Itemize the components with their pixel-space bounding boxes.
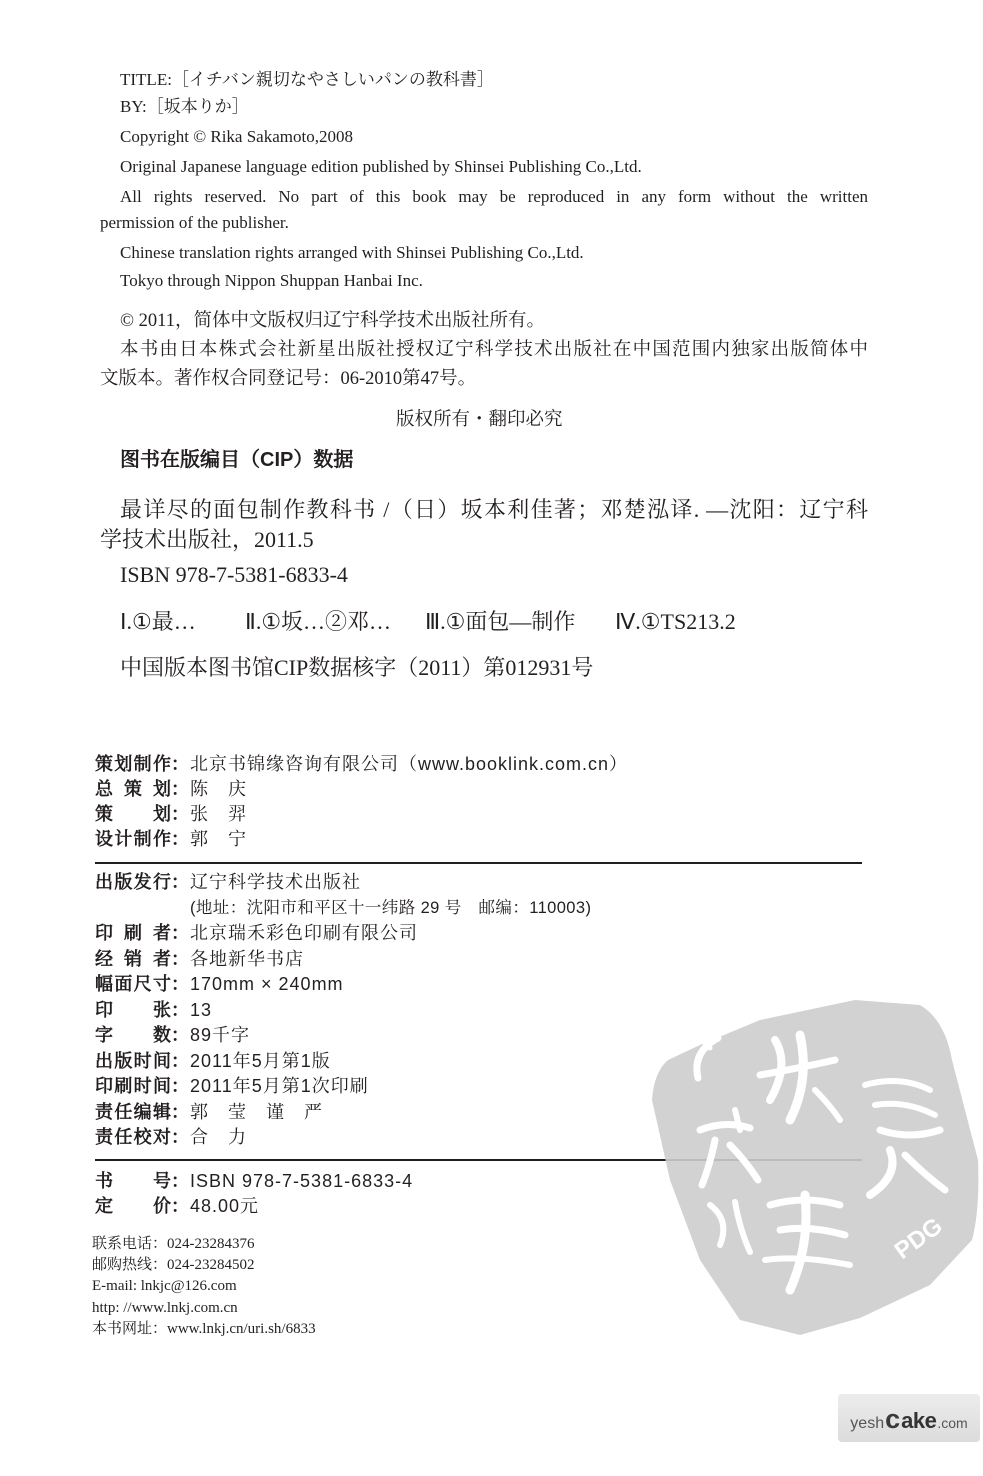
- production-row: [95, 998, 591, 1024]
- label-colon: ：: [171, 872, 189, 892]
- production-value: 2011年5月第1次印刷: [190, 1076, 369, 1096]
- yeshcake-logo: [838, 1394, 980, 1442]
- cn-copyright-line: © 2011，简体中文版权归辽宁科学技术出版社所有。: [120, 311, 545, 331]
- book-webpage: 本书网址：www.lnkj.cn/uri.sh/6833: [92, 1320, 316, 1337]
- classification-item: Ⅳ.①TS213.2: [615, 609, 736, 634]
- production-value: 89千字: [190, 1025, 251, 1045]
- production-value: 2011年5月第1版: [190, 1050, 331, 1071]
- cip-isbn: ISBN 978-7-5381-6833-4: [120, 562, 348, 587]
- contact-email: E-mail: lnkjc@126.com: [92, 1278, 237, 1295]
- production-label: 印 刷 者: [95, 923, 171, 943]
- credit-row: [95, 802, 628, 827]
- credit-label: 策 划: [95, 804, 171, 824]
- label-colon: ：: [171, 948, 189, 969]
- production-label: 责任校对: [95, 1127, 171, 1147]
- production-row: [95, 1049, 591, 1075]
- label-colon: ：: [171, 1171, 189, 1191]
- label-colon: ：: [171, 974, 189, 994]
- credit-value: 张 羿: [190, 804, 247, 824]
- label-colon: ：: [171, 1127, 189, 1147]
- watermark-text: PDG: [889, 1212, 948, 1265]
- planning-credits: [95, 752, 628, 852]
- production-label: 经 销 者: [95, 948, 171, 969]
- logo-mark: c: [885, 1404, 901, 1434]
- price-value: 48.00元: [190, 1196, 260, 1216]
- rights-reserved-continued: permission of the publisher.: [100, 213, 289, 232]
- production-label: 字 数: [95, 1025, 171, 1045]
- production-value: 北京瑞禾彩色印刷有限公司: [190, 923, 418, 943]
- classification-item: Ⅰ.①最…: [120, 609, 196, 634]
- credit-value: 北京书锦缘咨询有限公司（www.booklink.com.cn）: [190, 754, 629, 774]
- credit-value: 郭 宁: [190, 829, 247, 849]
- production-row: [95, 1074, 591, 1100]
- publication-details: [95, 870, 591, 1151]
- title-line: TITLE:［イチバン親切なやさしいパンの教科書］: [120, 70, 494, 89]
- credit-label: 总 策 划: [95, 779, 171, 799]
- credit-value: 陈 庆: [190, 779, 247, 799]
- production-value: 各地新华书店: [190, 948, 304, 969]
- production-row: [95, 972, 591, 998]
- logo-prefix: yesh: [850, 1415, 885, 1432]
- cip-record-line: 最详尽的面包制作教科书 /（日）坂本利佳著；邓楚泓译. —沈阳：辽宁科: [120, 497, 868, 522]
- cn-license-continued: 文版本。著作权合同登记号：06-2010第47号。: [100, 369, 477, 389]
- logo-name: ake: [901, 1408, 937, 1433]
- author-line: BY:［坂本りか］: [120, 97, 249, 116]
- credit-row: [95, 752, 628, 777]
- production-label: 印刷时间: [95, 1076, 171, 1096]
- production-row: [95, 921, 591, 947]
- classification-item: Ⅱ.①坂…②邓…: [245, 609, 392, 634]
- credit-label: 策划制作: [95, 754, 171, 774]
- label-colon: ：: [171, 1196, 189, 1216]
- production-label: 责任编辑: [95, 1101, 171, 1122]
- publication-value: 辽宁科学技术出版社: [190, 872, 361, 892]
- cip-record-continued: 学技术出版社，2011.5: [100, 527, 314, 552]
- production-value: 合 力: [190, 1127, 247, 1147]
- label-colon: ：: [171, 923, 189, 943]
- label-colon: ：: [171, 779, 189, 799]
- production-label: 幅面尺寸: [95, 974, 171, 994]
- cip-verification: 中国版本图书馆CIP数据核字（2011）第012931号: [120, 655, 594, 680]
- mail-order-hotline: 邮购热线：024-23284502: [92, 1257, 255, 1274]
- book-number-row: [95, 1169, 413, 1194]
- section-divider: [95, 862, 862, 864]
- agency-line: Tokyo through Nippon Shuppan Hanbai Inc.: [120, 271, 423, 290]
- label-colon: ：: [171, 829, 189, 849]
- production-row: [95, 1125, 591, 1151]
- label-colon: ：: [171, 999, 189, 1020]
- classification-item: Ⅲ.①面包—制作: [425, 609, 576, 634]
- contact-phone: 联系电话：024-23284376: [92, 1236, 255, 1252]
- production-value: 170mm × 240mm: [190, 974, 344, 994]
- publication-label: 出版发行: [95, 872, 171, 892]
- rights-notice: 版权所有・翻印必究: [396, 410, 563, 430]
- copyright-line: Copyright © Rika Sakamoto,2008: [120, 127, 353, 146]
- publisher-address: (地址：沈阳市和平区十一纬路 29 号 邮编：110003): [190, 898, 592, 917]
- production-row: [95, 1023, 591, 1049]
- translation-rights-line: Chinese translation rights arranged with Shinsei Publishing Co.,Ltd.: [120, 243, 584, 262]
- publisher-website: http: //www.lnkj.com.cn: [92, 1299, 238, 1316]
- label-colon: ：: [171, 1025, 189, 1045]
- credit-row: [95, 777, 628, 802]
- cip-classification: [0, 607, 983, 637]
- production-value: 13: [190, 999, 213, 1020]
- credit-label: 设计制作: [95, 829, 171, 849]
- credit-row: [95, 827, 628, 852]
- label-colon: ：: [171, 804, 189, 824]
- cip-heading: 图书在版编目（CIP）数据: [120, 449, 354, 471]
- contact-info: [92, 1234, 316, 1340]
- rights-reserved-line: All rights reserved. No part of this book may be reproduced in any form without the written: [120, 187, 868, 206]
- book-number-value: ISBN 978-7-5381-6833-4: [190, 1171, 414, 1191]
- production-row: [95, 1100, 591, 1126]
- price-row: [95, 1194, 413, 1219]
- production-label: 印 张: [95, 999, 171, 1020]
- cn-license-line: 本书由日本株式会社新星出版社授权辽宁科学技术出版社在中国范围内独家出版简体中: [120, 340, 868, 360]
- logo-suffix: .com: [937, 1415, 968, 1431]
- label-colon: ：: [171, 1076, 189, 1096]
- book-number-price: [95, 1169, 413, 1219]
- library-seal-watermark: [640, 990, 983, 1340]
- label-colon: ：: [171, 1101, 189, 1122]
- original-edition-line: Original Japanese language edition published by Shinsei Publishing Co.,Ltd.: [120, 157, 642, 176]
- price-label: 定 价: [95, 1196, 171, 1216]
- production-row: [95, 947, 591, 973]
- book-number-label: 书 号: [95, 1171, 171, 1191]
- production-value: 郭 莹 谨 严: [190, 1101, 323, 1122]
- production-label: 出版时间: [95, 1050, 171, 1071]
- label-colon: ：: [171, 754, 189, 774]
- publication-row: [95, 870, 591, 896]
- label-colon: ：: [171, 1050, 189, 1071]
